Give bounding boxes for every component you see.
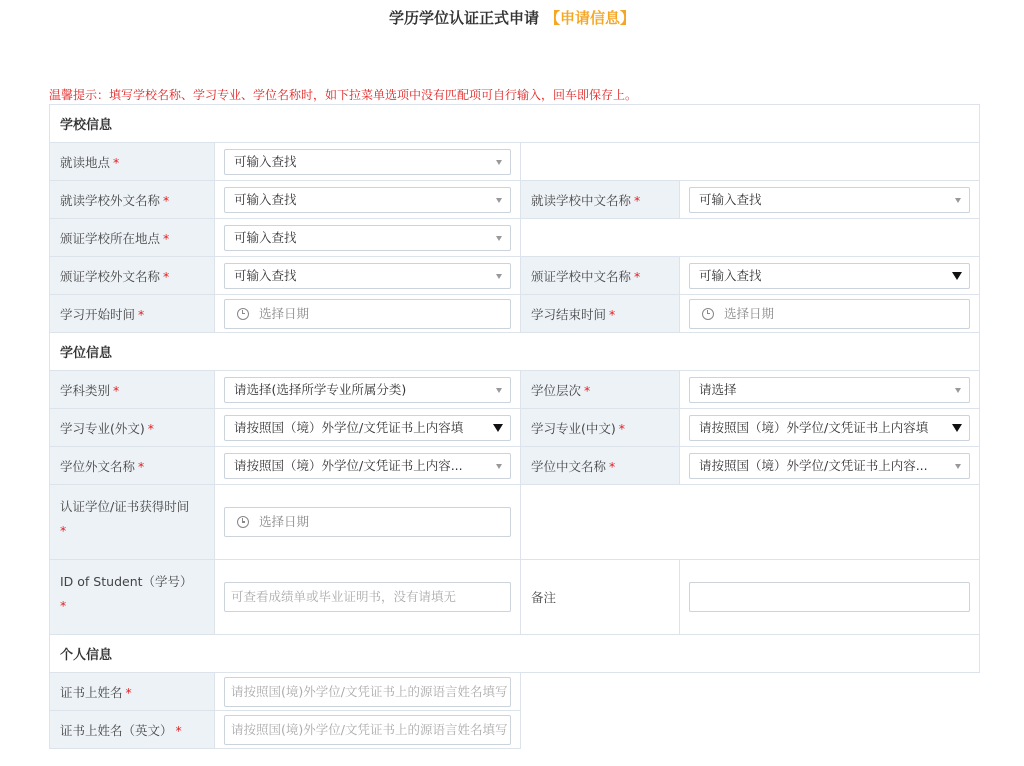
application-form [49, 104, 980, 749]
chevron-down-icon [496, 388, 502, 393]
page-title-text: 学历学位认证正式申请 [388, 9, 539, 27]
chevron-down-icon [955, 388, 961, 393]
school-chinese-name-select[interactable]: 可输入查找 [689, 187, 970, 213]
degree-chinese-name-label: 学位中文名称 * [521, 447, 680, 485]
degree-obtained-date-picker[interactable]: 选择日期 [224, 507, 511, 537]
name-on-certificate-label: 证书上姓名 * [50, 673, 215, 711]
school-foreign-name-select[interactable]: 可输入查找 [224, 187, 511, 213]
discipline-label: 学科类别 * [50, 371, 215, 409]
chevron-down-icon [952, 272, 962, 280]
remarks-input[interactable] [689, 582, 970, 612]
school-chinese-name-label: 就读学校中文名称 * [521, 181, 680, 219]
issuing-school-chinese-name-label: 颁证学校中文名称 * [521, 257, 680, 295]
degree-obtained-time-label: 认证学位/证书获得时间 * [50, 485, 215, 560]
degree-foreign-name-label: 学位外文名称 * [50, 447, 215, 485]
degree-chinese-name-select[interactable]: 请按照国（境）外学位/文凭证书上内容... [689, 453, 970, 479]
page-subtitle: 【申请信息】 [545, 9, 636, 27]
study-start-label: 学习开始时间 * [50, 295, 215, 333]
clock-icon [237, 308, 249, 320]
chevron-down-icon [496, 274, 502, 279]
section-personal-info: 个人信息 [50, 635, 980, 673]
section-degree-info: 学位信息 [50, 333, 980, 371]
major-chinese-select[interactable]: 请按照国（境）外学位/文凭证书上内容填 [689, 415, 970, 441]
chevron-down-icon [493, 424, 503, 432]
name-on-certificate-en-label: 证书上姓名（英文） * [50, 711, 215, 749]
study-start-date-picker[interactable]: 选择日期 [224, 299, 511, 329]
study-end-date-picker[interactable]: 选择日期 [689, 299, 970, 329]
major-foreign-select[interactable]: 请按照国（境）外学位/文凭证书上内容填 [224, 415, 511, 441]
chevron-down-icon [496, 198, 502, 203]
study-location-label: 就读地点 * [50, 143, 215, 181]
page-title [0, 7, 1024, 28]
chevron-down-icon [955, 464, 961, 469]
notice-tip: 温馨提示：填写学校名称、学习专业、学位名称时，如下拉菜单选项中没有匹配项可自行输入，回车即保存上。 [49, 88, 638, 102]
discipline-select[interactable]: 请选择(选择所学专业所属分类) [224, 377, 511, 403]
name-on-certificate-input[interactable]: 请按照国(境)外学位/文凭证书上的源语言姓名填写 [224, 677, 511, 707]
remarks-label: 备注 [521, 560, 680, 635]
chevron-down-icon [955, 198, 961, 203]
study-location-select[interactable]: 可输入查找 [224, 149, 511, 175]
issuing-school-location-select[interactable]: 可输入查找 [224, 225, 511, 251]
chevron-down-icon [952, 424, 962, 432]
section-school-info: 学校信息 [50, 105, 980, 143]
issuing-school-foreign-name-select[interactable]: 可输入查找 [224, 263, 511, 289]
chevron-down-icon [496, 236, 502, 241]
degree-level-label: 学位层次 * [521, 371, 680, 409]
chevron-down-icon [496, 160, 502, 165]
degree-level-select[interactable]: 请选择 [689, 377, 970, 403]
study-end-label: 学习结束时间 * [521, 295, 680, 333]
student-id-input[interactable]: 可查看成绩单或毕业证明书，没有请填无 [224, 582, 511, 612]
major-chinese-label: 学习专业(中文) * [521, 409, 680, 447]
chevron-down-icon [496, 464, 502, 469]
major-foreign-label: 学习专业(外文) * [50, 409, 215, 447]
student-id-label: ID of Student（学号） * [50, 560, 215, 635]
issuing-school-foreign-name-label: 颁证学校外文名称 * [50, 257, 215, 295]
issuing-school-chinese-name-select[interactable]: 可输入查找 [689, 263, 970, 289]
clock-icon [237, 516, 249, 528]
clock-icon [702, 308, 714, 320]
degree-foreign-name-select[interactable]: 请按照国（境）外学位/文凭证书上内容... [224, 453, 511, 479]
issuing-school-location-label: 颁证学校所在地点 * [50, 219, 215, 257]
school-foreign-name-label: 就读学校外文名称 * [50, 181, 215, 219]
name-on-certificate-en-input[interactable]: 请按照国(境)外学位/文凭证书上的源语言姓名填写 [224, 715, 511, 745]
